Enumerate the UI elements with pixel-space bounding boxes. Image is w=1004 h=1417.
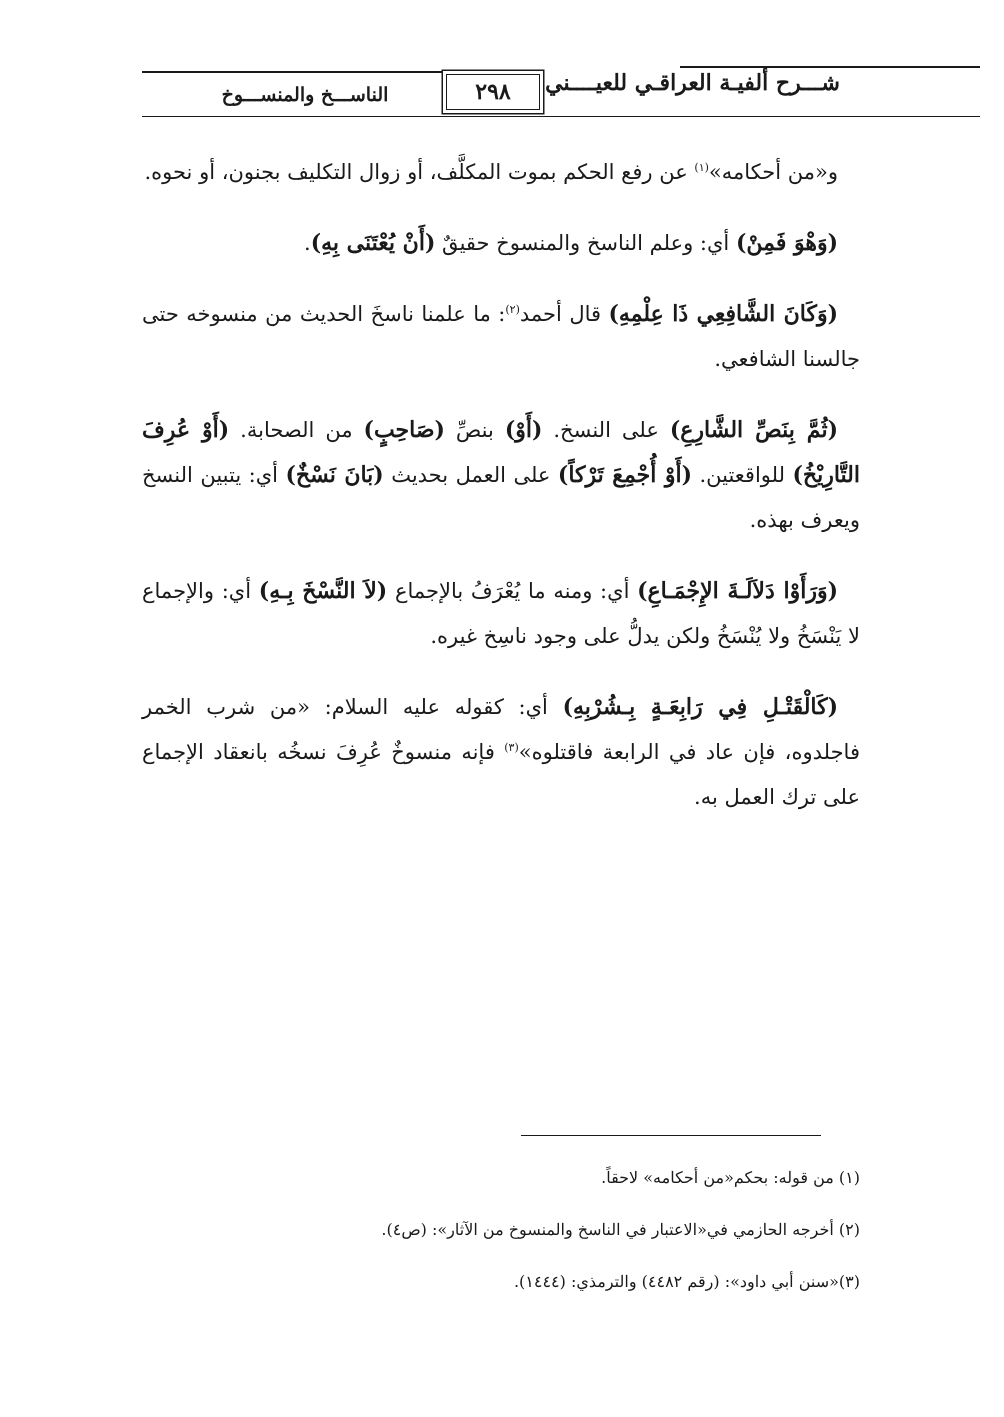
book-title: شـــرح ألفيـة العراقـي للعيــــني [545,70,840,96]
running-header [140,66,860,118]
header-rule [680,66,980,68]
text-segment: أي: يتبين النسخ ويعرف بهذه. [142,463,860,532]
paragraph [142,569,860,659]
footnotes [230,1152,860,1308]
matn-phrase: (وَرَأَوْا دَلاَلَـةَ الإِجْمَـاعِ) [637,578,838,604]
matn-phrase: (أَوْ عُرِفَ التَّارِيْخُ) [142,417,860,488]
text-segment: للواقعتين. [691,463,793,487]
header-rule [142,71,442,73]
matn-phrase: (أَوْ أُجْمِعَ تَرْكاً) [557,462,692,488]
paragraph [142,221,860,266]
footnote-separator [521,1135,821,1136]
text-segment: على العمل بحديث [383,463,558,487]
footnote: (٣)«سنن أبي داود»: (رقم ٤٤٨٢) والترمذي: (١٤٤٤). [513,1272,860,1291]
matn-phrase: (صَاحِبٍ) [363,417,445,443]
matn-phrase: (بَانَ نَسْخٌ) [285,462,384,488]
text-segment: قال أحمد [519,302,609,326]
text-segment: أي: والإجماع لا يَنْسَخُ ولا يُنْسَخُ ولكن يدلُّ على وجود ناسِخ غيره. [142,579,860,648]
matn-phrase: (وَكَانَ الشَّافِعِي ذَا عِلْمِهِ) [608,301,838,327]
matn-phrase: (كَالْقَتْـلِ فِي رَابِعَـةٍ بِـشُرْبِهِ) [562,694,838,720]
paragraph [142,150,860,195]
text-segment: . [304,231,311,255]
paragraph [142,685,860,820]
text-segment: عن رفع الحكم بموت المكلَّف، أو زوال التكليف بجنون، أو نحوه. [144,160,695,184]
paragraph [142,408,860,543]
text-segment: أي: وعلم الناسخ والمنسوخ حقيقٌ [435,231,736,255]
footnote-marker[interactable]: (١) [694,161,709,174]
matn-phrase: (ثُمَّ بِنَصِّ الشَّارِعِ) [669,417,838,443]
paragraph [142,292,860,382]
text-segment: أي: كقوله عليه السلام: «من شرب الخمر فاجلدوه، فإن عاد في الرابعة فاقتلوه» [142,695,860,764]
text-segment: فإنه منسوخٌ عُرِفَ نسخُه بانعقاد الإجماع على ترك العمل به. [142,740,860,809]
text-segment: من الصحابة. [229,418,364,442]
body-text [142,150,860,846]
footnote-marker[interactable]: (٢) [505,303,520,316]
matn-phrase: (لاَ النَّسْخَ بِـهِ) [258,578,388,604]
header-underline [142,116,980,117]
matn-phrase: (أَنْ يُعْتَنَى بِهِ) [310,230,436,256]
chapter-title: الناســـخ والمنســـوخ [221,84,389,106]
text-segment: و«من أحكامه» [708,160,838,184]
matn-phrase: (وَهْوَ فَمِنْ) [735,230,838,256]
footnote: (١) من قوله: بحكم«من أحكامه» لاحقاً. [601,1168,860,1187]
text-segment: على النسخ. [542,418,670,442]
text-segment: بنصِّ [444,418,505,442]
text-segment: أي: ومنه ما يُعْرَفُ بالإجماع [387,579,638,603]
matn-phrase: (أَوْ) [504,417,543,443]
footnote-marker[interactable]: (٣) [504,741,519,754]
text-segment: : ما علمنا ناسخَ الحديث من منسوخه حتى جالسنا الشافعي. [142,302,860,371]
page-number: ٢٩٨ [446,74,540,110]
footnote: (٢) أخرجه الحازمي في«الاعتبار في الناسخ والمنسوخ من الآثار»: (ص٤). [381,1220,860,1239]
